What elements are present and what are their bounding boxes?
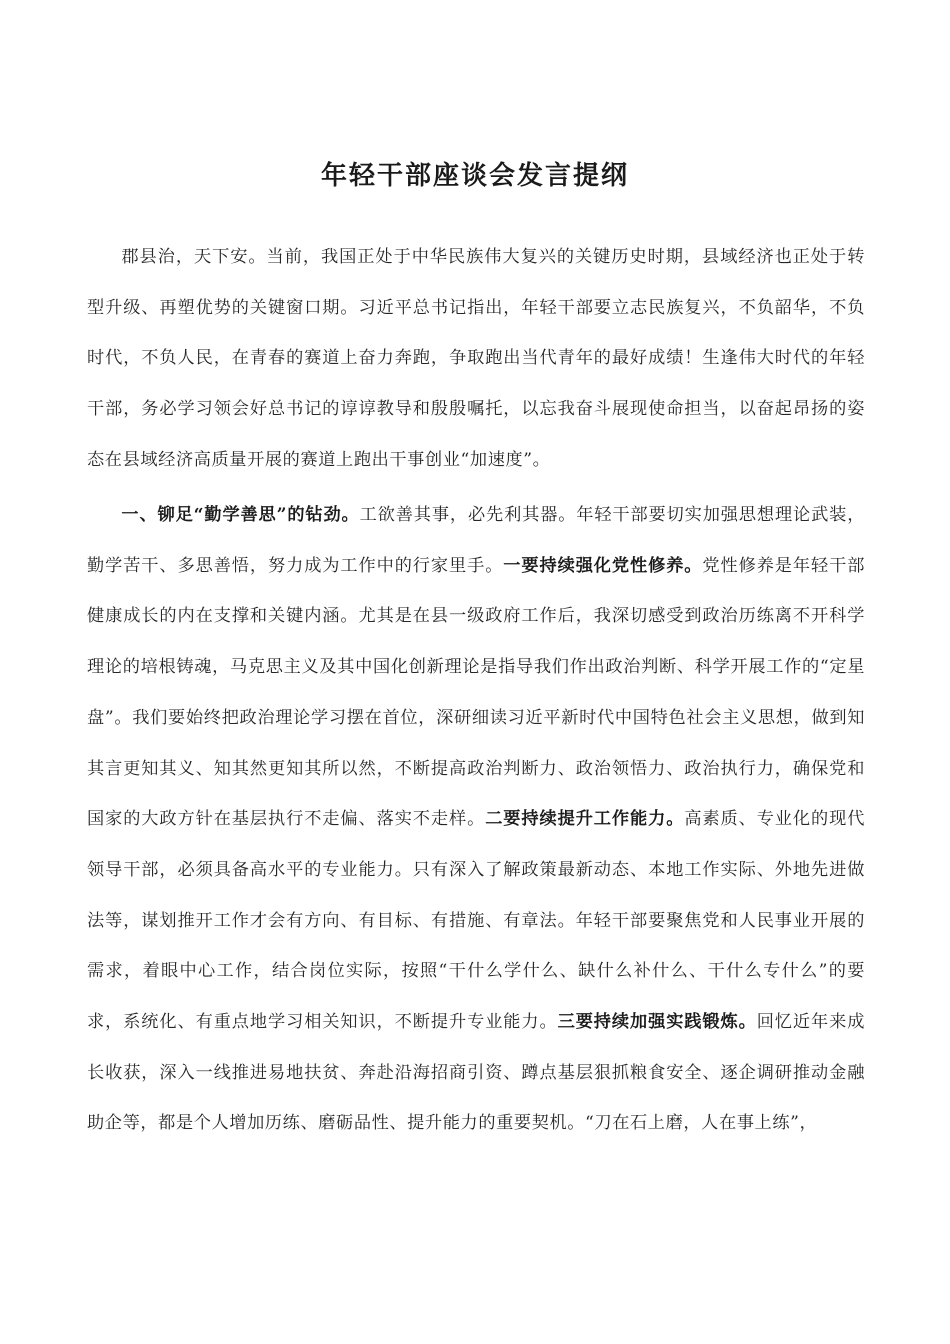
point-3-text: 回忆近年来成长收获，深入一线推进易地扶贫、奔赴沿海招商引资、蹲点基层狠抓粮食安全、逐企调研推动金融助企等，都是个人增加历练、磨砺品性、提升能力的重要契机。“刀在石上磨，人在事上练”，: [87, 1012, 865, 1134]
intro-paragraph: 郡县治，天下安。当前，我国正处于中华民族伟大复兴的关键历史时期，县域经济也正处于转型升级、再塑优势的关键窗口期。习近平总书记指出，年轻干部要立志民族复兴，不负韶华，不负时代，不负人民，在青春的赛道上奋力奔跑，争取跑出当代青年的最好成绩！生逢伟大时代的年轻干部，务必学习领会好总书记的谆谆教导和殷殷嘱托，以忘我奋斗展现使命担当，以奋起昂扬的姿态在县域经济高质量开展的赛道上跑出干事创业“加速度”。: [87, 247, 865, 470]
point-3-heading: 三要持续加强实践锻炼。: [557, 1012, 757, 1033]
point-2-heading: 二要持续提升工作能力。: [485, 809, 685, 830]
section-1-paragraph: [87, 490, 865, 1149]
point-1-heading: 一要持续强化党性修养。: [503, 555, 703, 576]
point-1-text: 党性修养是年轻干部健康成长的内在支撑和关键内涵。尤其是在县一级政府工作后，我深切感受到政治历练离不开科学理论的培根铸魂，马克思主义及其中国化创新理论是指导我们作出政治判断、科学开展工作的“定星盘”。我们要始终把政治理论学习摆在首位，深研细读习近平新时代中国特色社会主义思想，做到知其言更知其义、知其然更知其所以然，不断提高政治判断力、政治领悟力、政治执行力，确保党和国家的大政方针在基层执行不走偏、落实不走样。: [87, 555, 865, 830]
section-1-heading: 一、铆足“勤学善思”的钻劲。: [121, 505, 360, 525]
document-title: 年轻干部座谈会发言提纲: [320, 161, 629, 191]
point-2-text: 高素质、专业化的现代领导干部，必须具备高水平的专业能力。只有深入了解政策最新动态、本地工作实际、外地先进做法等，谋划推开工作才会有方向、有目标、有措施、有章法。年轻干部要聚焦党和人民事业开展的需求，着眼中心工作，结合岗位实际，按照“干什么学什么、缺什么补什么、干什么专什么”的要求，系统化、有重点地学习相关知识，不断提升专业能力。: [87, 809, 865, 1033]
section-1-intro-text: 工欲善其事，必先利其器。年轻干部要切实加强思想理论武装，勤学苦干、多思善悟，努力成为工作中的行家里手。: [87, 505, 865, 576]
